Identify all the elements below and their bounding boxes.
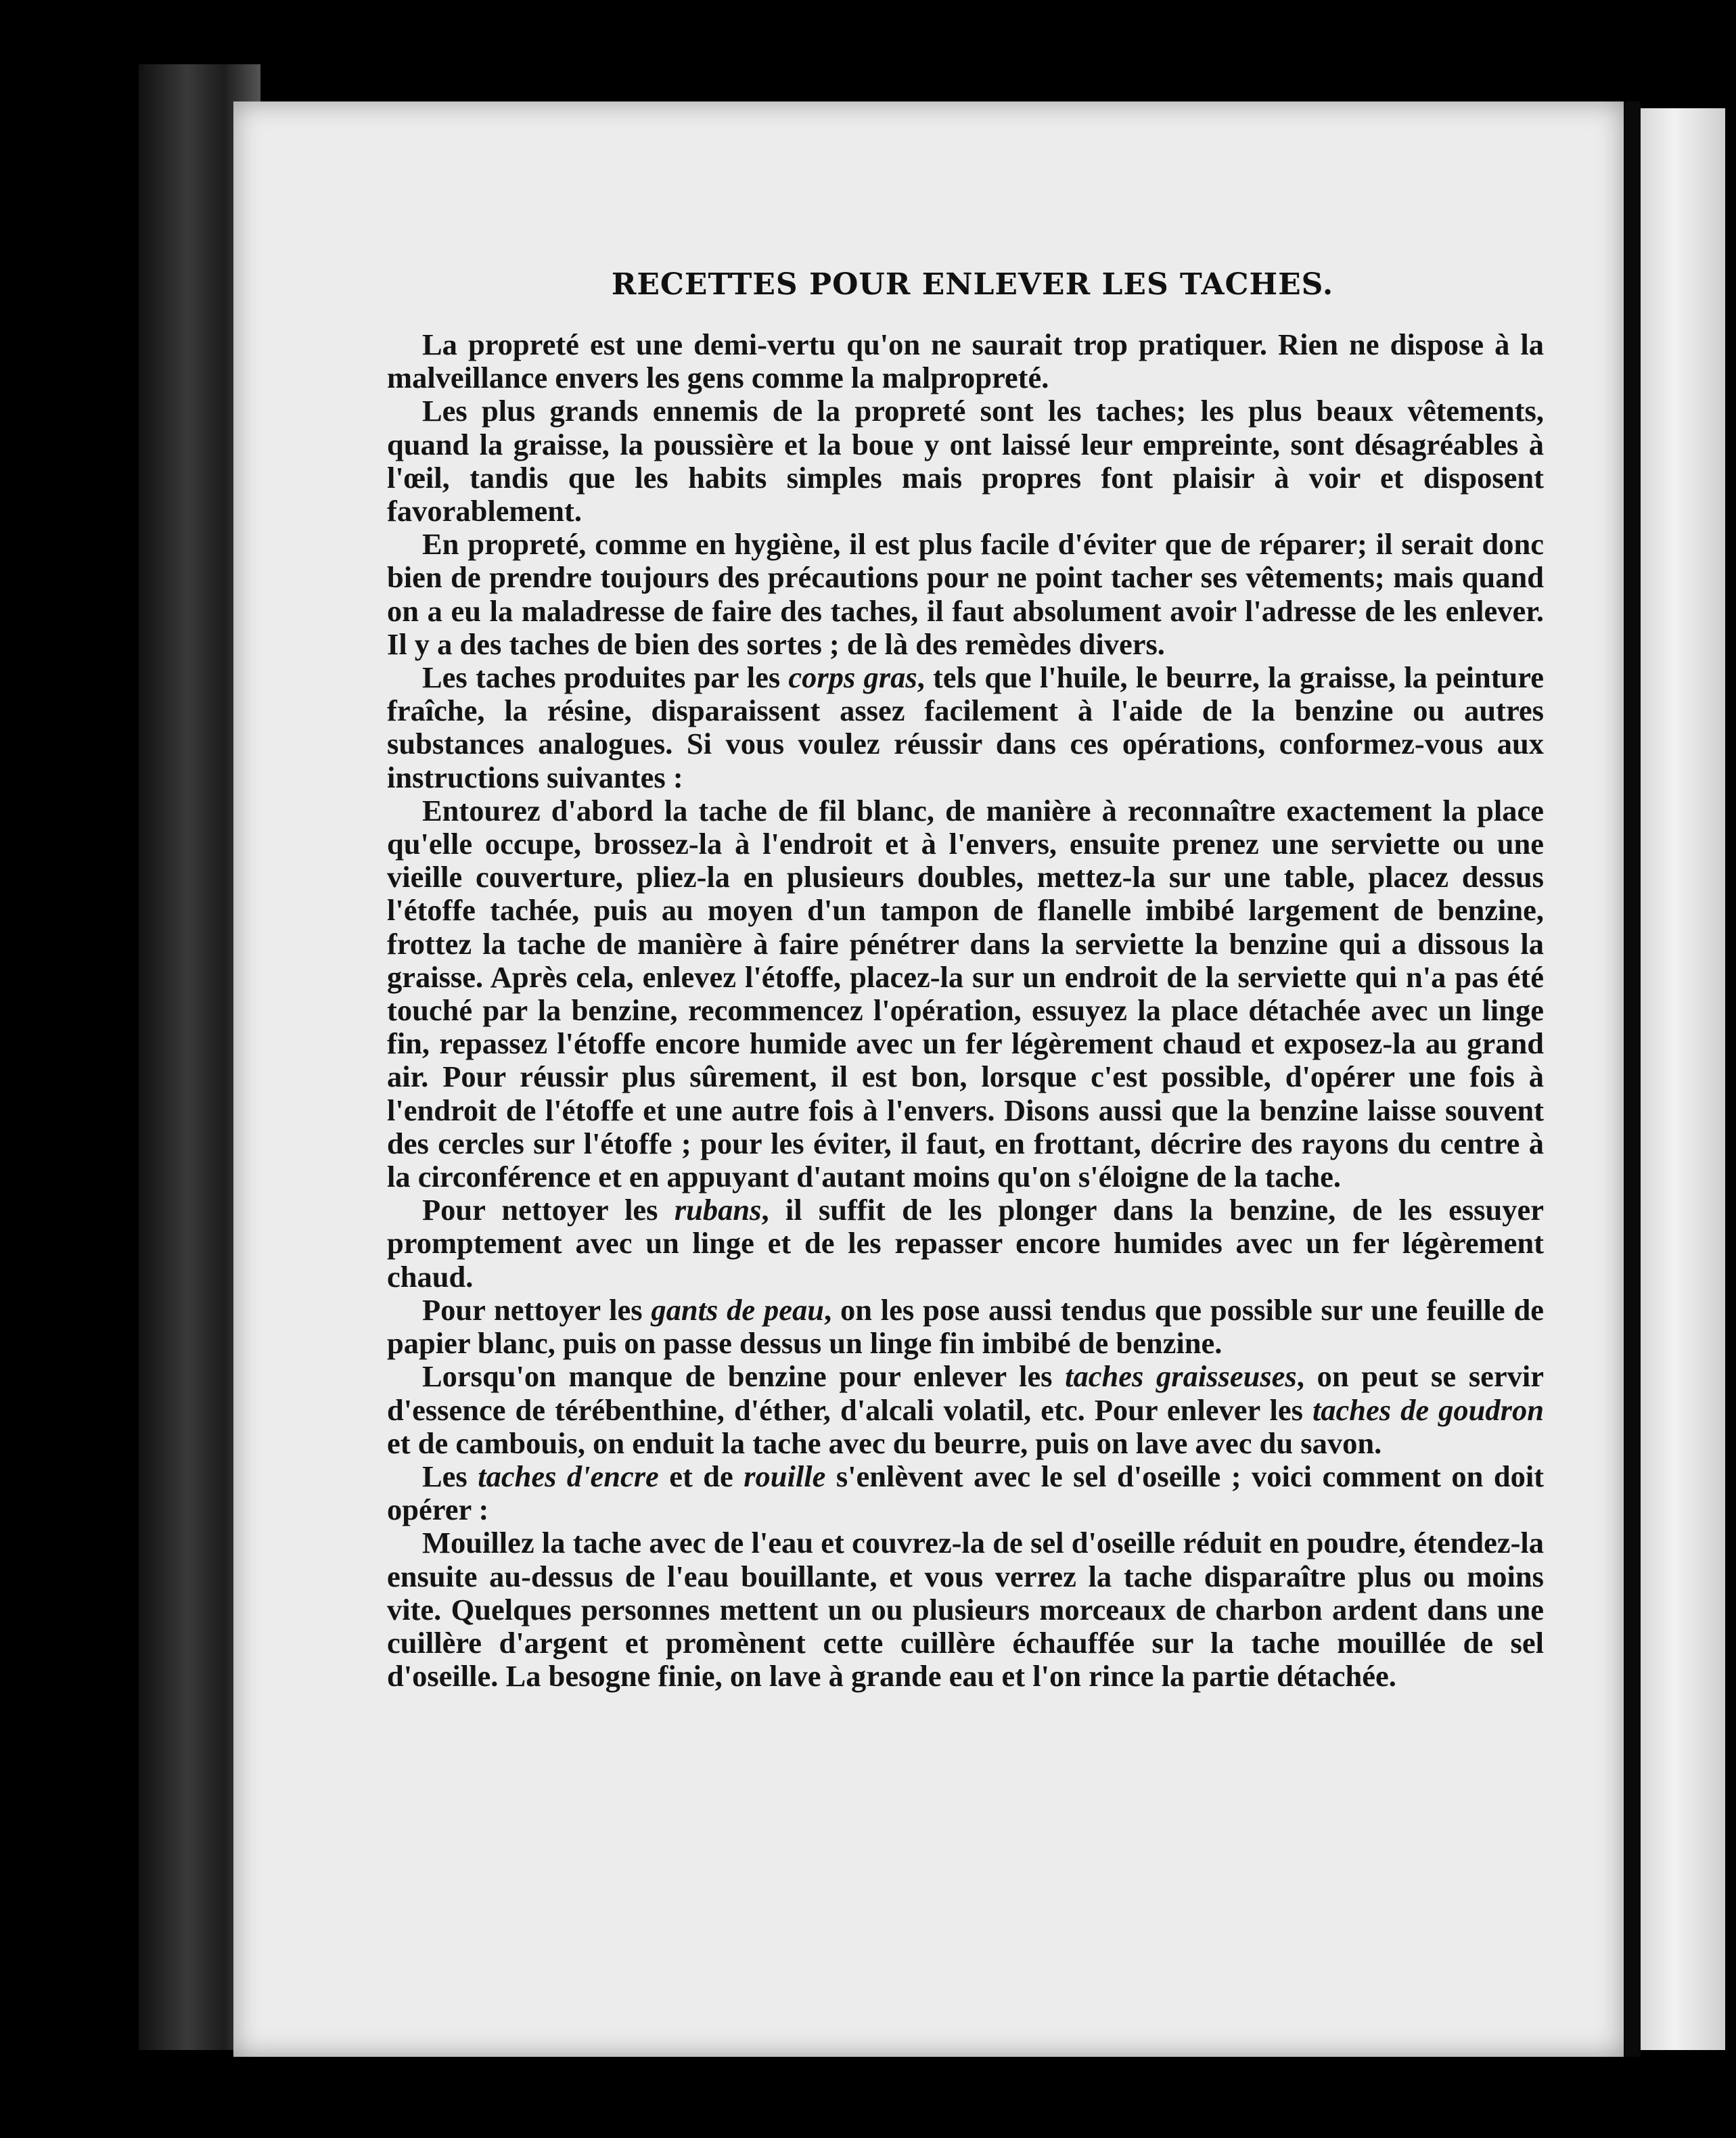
text-run: Mouillez la tache avec de l'eau et couvrez-la de sel d'oseille réduit en poudre, étendez-la ensuite au-dessus de l'eau bouillante, et vous verrez la tache disparaître plus ou moins vite. Quelques personnes mettent un ou plusieurs morceaux de charbon ardent dans une cuillère d'argent et promènent cette cuillère échauffée sur la tache mouillée de sel d'oseille. La besogne finie, on lave à grande eau et l'on rince la partie détachée. [387,1526,1544,1693]
text-run: , on peut se servir d'essence de térébenthine, d'éther, d'alcali volatil, etc. Pour enlever les [387,1359,1545,1427]
text-run: Pour nettoyer les [422,1292,652,1327]
paragraph [387,328,1544,394]
text-run: Pour nettoyer les [422,1193,675,1227]
paragraph [387,394,1544,528]
next-page-edge [1641,108,1725,2050]
text-run: et de [658,1459,744,1493]
text-run: , tels que l'huile, le beurre, la graisse, la peinture fraîche, la résine, disparaissent assez facilement à l'aide de la benzine ou autres substances analogues. Si vous voulez réussir dans ces opérations, conformez-vous aux instructions suivantes : [387,660,1544,794]
gutter-crease [1624,101,1641,2057]
italic-text: gants de peau [651,1292,825,1327]
text-run: Lorsqu'on manque de benzine pour enlever les [422,1359,1066,1394]
paragraph [387,661,1544,794]
italic-text: taches d'encre [478,1459,659,1493]
page-title: RECETTES POUR ENLEVER LES TACHES. [611,267,1334,302]
paragraph [387,1360,1544,1460]
paragraph [387,1193,1544,1294]
italic-text: rouille [744,1459,826,1493]
paragraph [387,1294,1544,1360]
text-run: En propreté, comme en hygiène, il est plus facile d'éviter que de réparer; il serait donc bien de prendre toujours des précautions pour ne point tacher ses vêtements; mais quand on a eu la maladresse de faire des taches, il faut absolument avoir l'adresse de les enlever. Il y a des taches de bien des sortes ; de là des remèdes divers. [387,527,1544,661]
italic-text: taches graisseuses [1065,1359,1297,1394]
italic-text: corps gras [788,660,917,695]
italic-text: taches de goudron [1312,1392,1544,1427]
text-run: Les taches produites par les [422,660,789,695]
text-run: , il suffit de les plonger dans la benzine, de les essuyer promptement avec un linge et de les repasser encore humides avec un fer légèrement chaud. [387,1193,1544,1294]
text-run: , on les pose aussi tendus que possible sur une feuille de papier blanc, puis on passe dessus un linge fin imbibé de benzine. [387,1292,1544,1361]
text-run: La propreté est une demi-vertu qu'on ne saurait trop pratiquer. Rien ne dispose à la malveillance envers les gens comme la malpropreté. [387,327,1544,395]
paragraph [387,794,1544,1193]
text-run: et de cambouis, on enduit la tache avec du beurre, puis on lave avec du savon. [387,1426,1382,1460]
paragraph [387,1460,1544,1526]
text-run: Les plus grands ennemis de la propreté sont les taches; les plus beaux vêtements, quand la graisse, la poussière et la boue y ont laissé leur empreinte, sont désagréables à l'œil, tandis que les habits simples mais propres font plaisir à voir et disposent favorablement. [387,394,1544,528]
body-text [387,328,1544,1693]
text-run: Les [422,1459,478,1493]
text-run: Entourez d'abord la tache de fil blanc, de manière à reconnaître exactement la place qu'elle occupe, brossez-la à l'endroit et à l'envers, ensuite prenez une serviette ou une vieille couverture, pliez-la en plusieurs doubles, mettez-la sur une table, placez dessus l'étoffe tachée, puis au moyen d'un tampon de flanelle imbibé largement de benzine, frottez la tache de manière à faire pénétrer dans la serviette la benzine qui a dissous la graisse. Après cela, enlevez l'étoffe, placez-la sur un endroit de la serviette qui n'a pas été touché par la benzine, recommencez l'opération, essuyez la place détachée avec un linge fin, repassez l'étoffe encore humide avec un fer légèrement chaud et exposez-la au grand air. Pour réussir plus sûrement, il est bon, lorsque c'est possible, d'opérer une fois à l'endroit de l'étoffe et une autre fois à l'envers. Disons aussi que la benzine laisse souvent des cercles sur l'étoffe ; pour les éviter, il faut, en frottant, décrire des rayons du centre à la circonférence et en appuyant d'autant moins qu'on s'éloigne de la tache. [387,793,1544,1194]
text-run: s'enlèvent avec le sel d'oseille ; voici comment on doit opérer : [387,1459,1544,1527]
paragraph [387,528,1544,661]
italic-text: rubans [674,1193,762,1227]
paragraph [387,1526,1544,1693]
